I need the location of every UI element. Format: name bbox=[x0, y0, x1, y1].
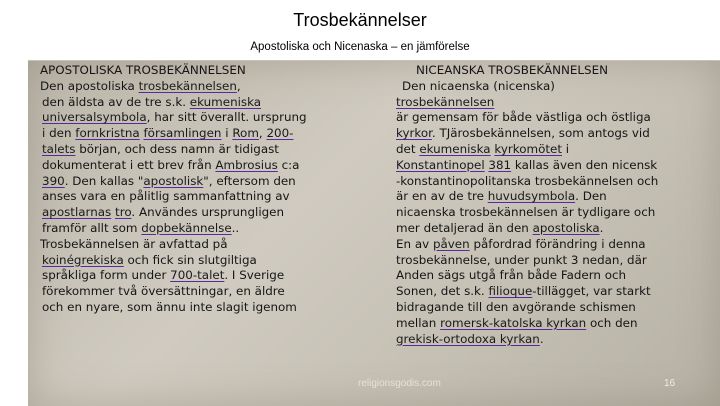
text-line: det ekumeniska kyrkomötet i bbox=[396, 141, 570, 156]
link-grekisk-ortodoxa-kyrkan[interactable]: grekisk-ortodoxa kyrkan bbox=[396, 331, 540, 346]
link-huvudsymbola[interactable]: huvudsymbola bbox=[487, 189, 576, 204]
link-ekumeniska-nicene[interactable]: ekumeniska bbox=[419, 141, 491, 156]
nicene-subheading: Den nicaenska (nicenska) bbox=[402, 78, 555, 93]
text-line: nicaenska trosbekännelsen är tydligare och bbox=[396, 205, 656, 220]
text-line: Den apostoliska trosbekännelsen, bbox=[40, 78, 241, 93]
link-romersk-katolska-kyrkan[interactable]: romersk-katolska kyrkan bbox=[440, 315, 587, 330]
link-apostoliska[interactable]: apostoliska bbox=[532, 220, 600, 235]
text-line: grekisk-ortodoxa kyrkan. bbox=[396, 331, 544, 346]
link-talets[interactable]: talets bbox=[42, 141, 76, 156]
text-line: Sonen, det s.k. filioque-tillägget, var starkt bbox=[396, 284, 651, 299]
text-line: framför allt som dopbekännelse.. bbox=[42, 220, 240, 235]
text-line: -konstantinopolitanska trosbekännelsen och bbox=[396, 173, 659, 188]
text-line: och en nyare, som ännu inte slagit igenom bbox=[42, 299, 297, 314]
text-line: är gemensam för både västliga och östliga bbox=[396, 110, 651, 125]
link-tro[interactable]: tro bbox=[115, 205, 132, 220]
text-line: kyrkor. TJärosbekännelsen, som antogs vid bbox=[396, 126, 650, 141]
text-line: förekommer två översättningar, en äldre bbox=[42, 284, 285, 299]
text-line: dokumenterat i ett brev från Ambrosius c:a bbox=[42, 157, 300, 172]
text-line: Anden sägs utgå från både Fadern och bbox=[396, 268, 627, 283]
text-line: En av påven påfordrad förändring i denna bbox=[396, 236, 646, 251]
nicene-creed-column bbox=[396, 63, 716, 347]
link-kyrkomotet[interactable]: kyrkomötet bbox=[494, 141, 562, 156]
link-apostolisk[interactable]: apostolisk bbox=[143, 173, 204, 188]
page-subtitle: Apostoliska och Nicenaska – en jämförelse bbox=[250, 41, 470, 53]
text-line bbox=[396, 95, 716, 111]
text-line: Trosbekännelsen är avfattad på bbox=[40, 236, 228, 251]
link-200-talets[interactable]: 200- bbox=[266, 126, 294, 141]
link-381[interactable]: 381 bbox=[488, 157, 512, 172]
page-title: Trosbekännelser bbox=[293, 10, 427, 30]
text-line: är en av de tre huvudsymbola. Den bbox=[396, 189, 607, 204]
text-line: anses vara en pålitlig sammanfattning av bbox=[42, 189, 290, 204]
apostolic-creed-column bbox=[40, 63, 370, 316]
text-line: språkliga form under 700-talet. I Sverige bbox=[42, 268, 285, 283]
link-700-talet[interactable]: 700-talet bbox=[170, 268, 225, 283]
text-line: trosbekännelse, under punkt 3 nedan, där bbox=[396, 252, 647, 267]
link-forsamlingen[interactable]: församlingen bbox=[143, 126, 222, 141]
text-line: universalsymbola, har sitt överallt. ursprung bbox=[42, 110, 307, 125]
text-line: apostlarnas tro. Användes ursprungligen bbox=[42, 205, 285, 220]
footer-site: religionsgodis.com bbox=[358, 378, 441, 389]
link-apostlarnas[interactable]: apostlarnas bbox=[42, 205, 112, 220]
link-390[interactable]: 390 bbox=[42, 173, 65, 188]
link-trosbekannelsen[interactable]: trosbekännelsen bbox=[138, 78, 237, 93]
link-koinegrekiska[interactable]: koinégrekiska bbox=[42, 252, 124, 267]
link-rom[interactable]: Rom bbox=[232, 126, 259, 141]
link-universalsymbola[interactable]: universalsymbola bbox=[42, 110, 147, 125]
link-trosbekannelsen-nicene[interactable]: trosbekännelsen bbox=[396, 94, 495, 109]
text-line: bidragande till den avgörande schismen bbox=[396, 299, 636, 314]
link-ekumeniska[interactable]: ekumeniska bbox=[189, 94, 262, 109]
text-line: mellan romersk-katolska kyrkan och den bbox=[396, 315, 638, 330]
link-konstantinopel[interactable]: Konstantinopel bbox=[396, 157, 485, 172]
text-line: den äldsta av de tre s.k. ekumeniska bbox=[42, 94, 262, 109]
text-line: koinégrekiska och fick sin slutgiltiga bbox=[42, 252, 257, 267]
text-line: i den fornkristna församlingen i Rom, 200- bbox=[42, 126, 294, 141]
page-number: 16 bbox=[664, 378, 676, 389]
text-line: mer detaljerad än den apostoliska. bbox=[396, 220, 604, 235]
text-line: 390. Den kallas "apostolisk", eftersom den bbox=[42, 173, 296, 188]
text-line: talets början, och dess namn är tidigast bbox=[42, 141, 279, 156]
link-fornkristna[interactable]: fornkristna bbox=[75, 126, 140, 141]
apostolic-heading: APOSTOLISKA TROSBEKÄNNELSEN bbox=[40, 63, 246, 77]
nicene-heading: NICEANSKA TROSBEKÄNNELSEN bbox=[416, 63, 609, 77]
link-filioque[interactable]: filioque bbox=[488, 284, 533, 299]
link-paven[interactable]: påven bbox=[432, 236, 470, 251]
link-ambrosius[interactable]: Ambrosius bbox=[215, 157, 278, 172]
link-kyrkor[interactable]: kyrkor bbox=[396, 126, 432, 141]
link-dopbekannelse[interactable]: dopbekännelse bbox=[141, 220, 232, 235]
text-line: Konstantinopel 381 kallas även den nicensk bbox=[396, 157, 658, 172]
